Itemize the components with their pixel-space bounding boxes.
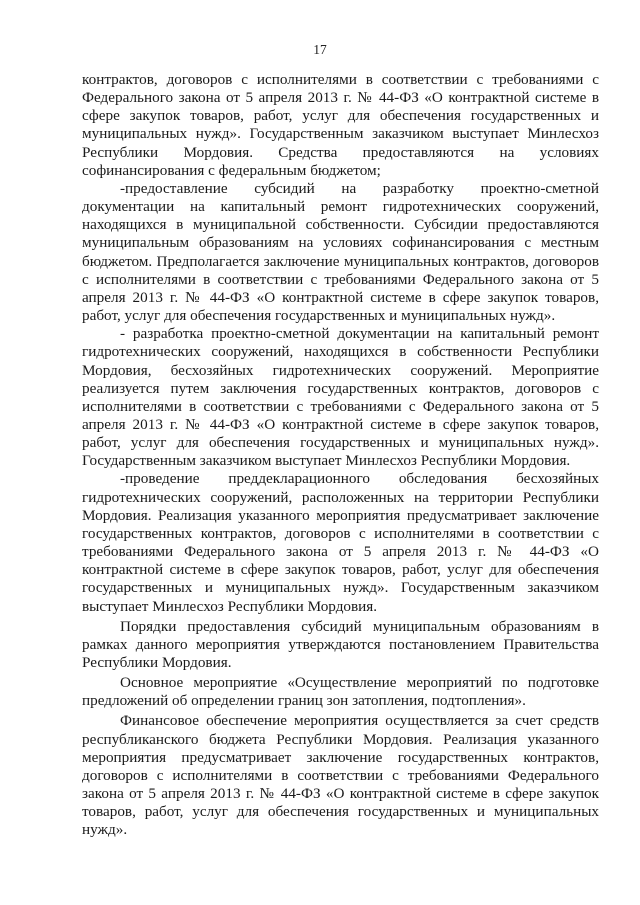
document-body <box>82 71 599 840</box>
paragraph-design-documentation: - разработка проектно-сметной документации на капитальный ремонт гидротехнических сооружений, находящихся в собственности Республики Мордовия, бесхозяйных гидротехнических сооружений. Мероприятие реализуется путем заключения государственных контрактов, договоров с исполнителями в соответствии с требованиями с Федерального закона от 5 апреля 2013 г. № 44-ФЗ «О контрактной системе в сфере закупок товаров, работ, услуг для обеспечения государственных и муниципальных нужд». Государственным заказчиком выступает Минлесхоз Республики Мордовия. <box>82 325 599 470</box>
paragraph-financing: Финансовое обеспечение мероприятия осуществляется за счет средств республиканского бюджета Республики Мордовия. Реализация указанного мероприятия предусматривает заключение государственных контрактов, договоров с исполнителями в соответствии с требованиями Федерального закона от 5 апреля 2013 г. № 44-ФЗ «О контрактной системе в сфере закупок товаров, работ, услуг для обеспечения государственных и муниципальных нужд». <box>82 712 599 839</box>
paragraph-continuation: контрактов, договоров с исполнителями в соответствии с требованиями с Федерального закона от 5 апреля 2013 г. № 44-ФЗ «О контрактной системе в сфере закупок товаров, работ, услуг для обеспечения государственных и муниципальных нужд». Государственным заказчиком выступает Минлесхоз Республики Мордовия. Средства предоставляются на условиях софинансирования с федеральным бюджетом; <box>82 71 599 179</box>
paragraph-subsidies-municipal: -предоставление субсидий на разработку проектно-сметной документации на капитальный ремонт гидротехнических сооружений, находящихся в муниципальной собственности. Субсидии предоставляются муниципальным образованиям на условиях софинансирования с местным бюджетом. Предполагается заключение муниципальных контрактов, договоров с исполнителями в соответствии с требованиями Федерального закона от 5 апреля 2013 г. № 44-ФЗ «О контрактной системе в сфере закупок товаров, работ, услуг для обеспечения государственных и муниципальных нужд». <box>82 179 599 325</box>
paragraph-subsidy-procedures: Порядки предоставления субсидий муниципальным образованиям в рамках данного мероприятия утверждаются постановлением Правительства Республики Мордовия. <box>82 617 599 671</box>
paragraph-pre-declaration-survey: -проведение преддекларационного обследования бесхозяйных гидротехнических сооружений, расположенных на территории Республики Мордовия. Реализация указанного мероприятия предусматривает заключение государственных контрактов, договоров с исполнителями в соответствии с требованиями Федерального закона от 5 апреля 2013 г. № 44-ФЗ «О контрактной системе в сфере закупок товаров, работ, услуг для обеспечения государственных и муниципальных нужд». Государственным заказчиком выступает Минлесхоз Республики Мордовия. <box>82 470 599 615</box>
paragraph-main-activity: Основное мероприятие «Осуществление мероприятий по подготовке предложений об определении границ зон затопления, подтопления». <box>82 674 599 710</box>
page-number: 17 <box>313 42 327 57</box>
